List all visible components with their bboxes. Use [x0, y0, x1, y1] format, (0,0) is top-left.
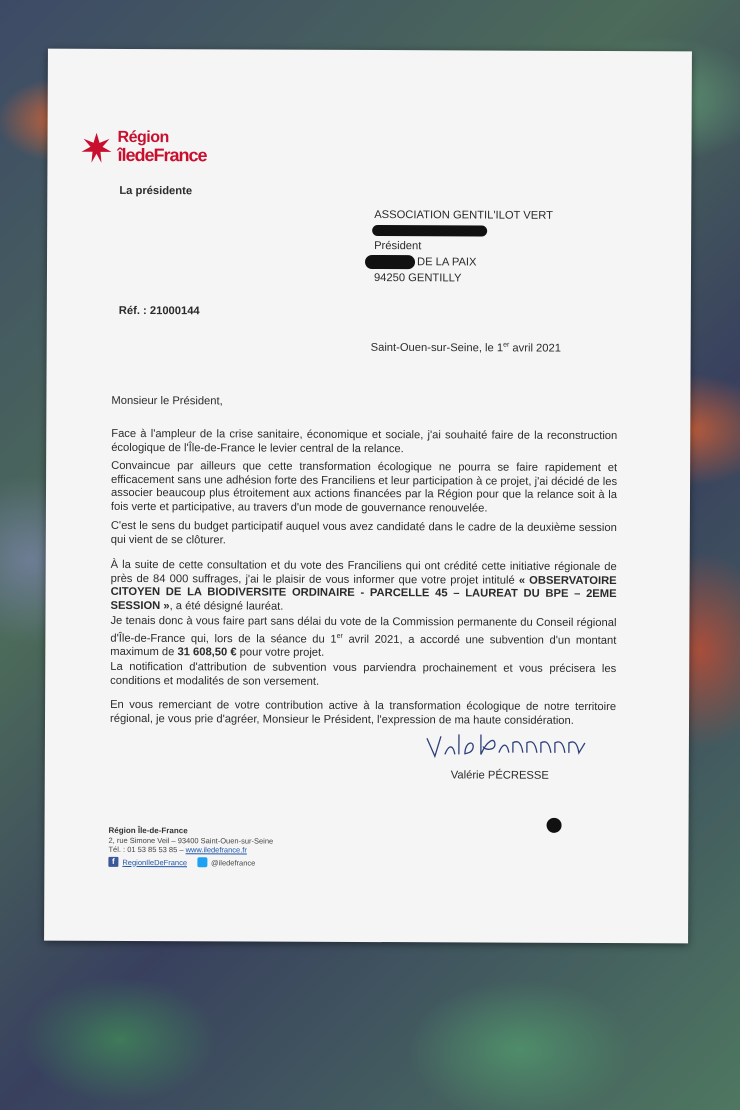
handwritten-signature [425, 730, 605, 763]
facebook-link[interactable]: RegionIleDeFrance [122, 857, 188, 867]
recipient-line1: ASSOCIATION GENTIL'ILOT VERT [374, 209, 553, 222]
paragraph-4: À la suite de cette consultation et du vote des Franciliens qui ont crédité cette initiative régionale de près de 84 000 suffrages, j'ai le plaisir de vous informer que votre projet intitulé « OBSERVATOIRE CITOYEN DE LA BIODIVERSITE ORDINAIRE - PARCELLE 45 – LAUREAT DU BPE – 2EME SESSION », a été désigné lauréat. [110, 558, 617, 613]
footer-contact: Tél. : 01 53 85 53 85 – www.iledefrance.fr [108, 844, 247, 855]
paragraph-5: Je tenais donc à vous faire part sans délai du vote de la Commission permanente du Conseil régional d'Île-de-France qui, lors de la séance du 1er avril 2021, a accordé une subvention d'un montant maximum de 31 608,50 € pour votre projet. [110, 614, 617, 659]
paragraph-7: En vous remerciant de votre contribution active à la transformation écologique de notre territoire régional, je vous prie d'agréer, Monsieur le Président, l'expression de ma haute considération. [110, 698, 617, 727]
paragraph-1: Face à l'ampleur de la crise sanitaire, économique et sociale, j'ai souhaité faire de la reconstruction écologique de l'Île-de-France le levier central de la relance. [111, 427, 618, 455]
star-icon [81, 133, 111, 163]
footer-social [108, 857, 255, 868]
footer-address: 2, rue Simone Veil – 93400 Saint-Ouen-sur-Seine [108, 835, 274, 846]
facebook-icon: f [108, 857, 118, 867]
paragraph-3: C'est le sens du budget participatif auquel vous avez candidaté dans le cadre de la deuxième session qui vient de se clôturer. [110, 519, 617, 546]
logo-line2: îledeFrance [117, 144, 207, 166]
redaction-bar [365, 255, 415, 269]
redaction-bar [372, 225, 487, 237]
salutation: Monsieur le Président, [111, 394, 223, 408]
letter-date: Saint-Ouen-sur-Seine, le 1er avril 2021 [370, 341, 561, 355]
recipient-line2: Président [374, 240, 422, 253]
punch-hole-mark [547, 818, 562, 833]
reference: Réf. : 21000144 [118, 304, 200, 318]
logo-line1: Région [117, 128, 169, 147]
recipient-line3: DE LA PAIX [416, 256, 477, 269]
footer-org: Région Île-de-France [108, 825, 188, 836]
paragraph-6: La notification d'attribution de subvention vous parviendra prochainement et vous précisera les conditions et modalités de son versement. [110, 660, 617, 688]
letter-page [44, 49, 692, 944]
recipient-line4: 94250 GENTILLY [373, 272, 462, 285]
signatory-name: Valérie PÉCRESSE [450, 769, 549, 782]
website-link[interactable]: www.iledefrance.fr [185, 845, 247, 855]
paragraph-2: Convaincue par ailleurs que cette transformation écologique ne pourra se faire rapidement et efficacement sans une adhésion forte des Franciliens et leur participation à ce projet, j'ai décidé de les associer beaucoup plus étroitement aux actions financées par la Région pour que la relance soit à la fois verte et participative, au travers d'un mode de gouvernance renouvelée. [110, 459, 618, 515]
sender-title: La présidente [119, 184, 193, 198]
twitter-handle: @iledefrance [211, 857, 256, 868]
twitter-icon [197, 857, 207, 867]
